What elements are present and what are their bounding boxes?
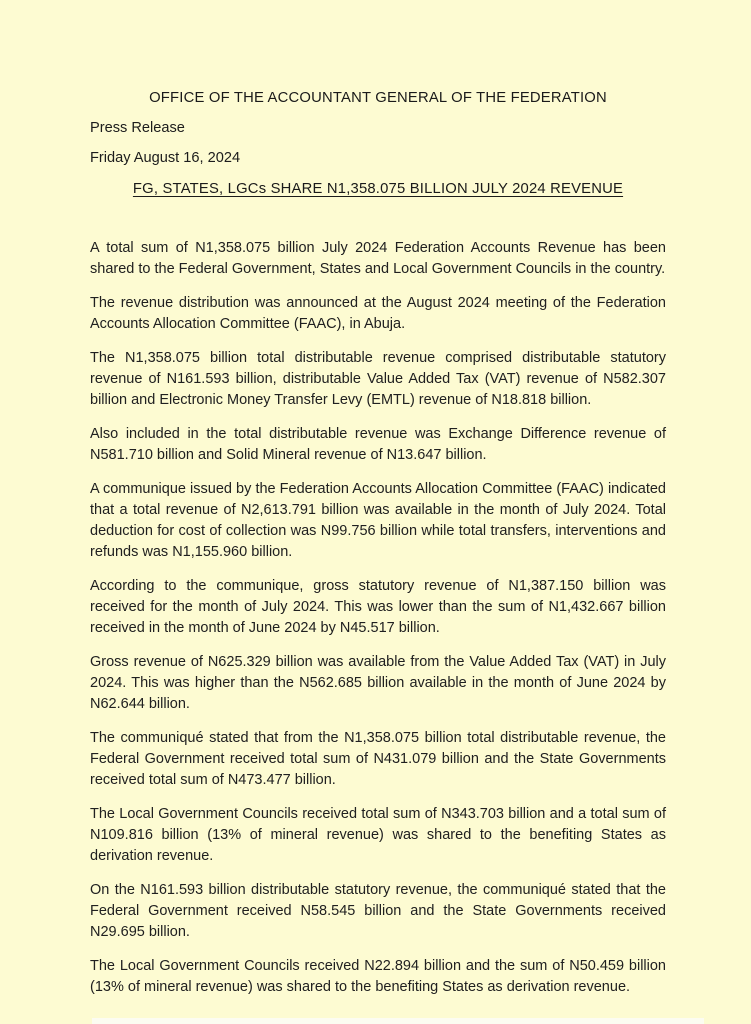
paragraph: A communique issued by the Federation Accounts Allocation Committee (FAAC) indicated that a total revenue of N2,613.791 billion was available in the month of July 2024. Total deduction for cost of collection was N99.756 billion while total transfers, interventions and refunds was N1,155.960 billion. [90,481,666,560]
paragraph: The Local Government Councils received N22.894 billion and the sum of N50.459 billion (13% of mineral revenue) was shared to the benefiting States as derivation revenue. [90,958,666,995]
date-line: Friday August 16, 2024 [90,150,241,166]
paragraph: According to the communique, gross statutory revenue of N1,387.150 billion was received for the month of July 2024. This was lower than the sum of N1,432.667 billion received in the month of June 2024 by N45.517 billion. [90,578,666,636]
document-title: OFFICE OF THE ACCOUNTANT GENERAL OF THE FEDERATION [149,90,607,106]
document-content [90,91,666,1011]
paragraph: The N1,358.075 billion total distributable revenue comprised distributable statutory revenue of N161.593 billion, distributable Value Added Tax (VAT) revenue of N582.307 billion and Electronic Money Transfer Levy (EMTL) revenue of N18.818 billion. [90,350,666,408]
paragraph: The communiqué stated that from the N1,358.075 billion total distributable revenue, the Federal Government received total sum of N431.079 billion and the State Governments received total sum of N473.477 billion. [90,730,666,788]
paragraph: On the N161.593 billion distributable statutory revenue, the communiqué stated that the Federal Government received N58.545 billion and the State Governments received N29.695 billion. [90,882,666,940]
page-bottom-edge [92,1018,704,1024]
paragraph: Gross revenue of N625.329 billion was available from the Value Added Tax (VAT) in July 2024. This was higher than the N562.685 billion available in the month of June 2024 by N62.644 billion. [90,654,666,712]
paragraph: The Local Government Councils received total sum of N343.703 billion and a total sum of N109.816 billion (13% of mineral revenue) was shared to the benefiting States as derivation revenue. [90,806,666,864]
press-release-label: Press Release [90,120,185,136]
document-body [90,238,666,998]
paragraph: A total sum of N1,358.075 billion July 2024 Federation Accounts Revenue has been shared to the Federal Government, States and Local Government Councils in the country. [90,240,666,277]
paragraph: Also included in the total distributable revenue was Exchange Difference revenue of N581.710 billion and Solid Mineral revenue of N13.647 billion. [90,426,666,463]
paragraph: The revenue distribution was announced at the August 2024 meeting of the Federation Accounts Allocation Committee (FAAC), in Abuja. [90,295,666,332]
headline: FG, STATES, LGCs SHARE N1,358.075 BILLION JULY 2024 REVENUE [132,181,624,197]
